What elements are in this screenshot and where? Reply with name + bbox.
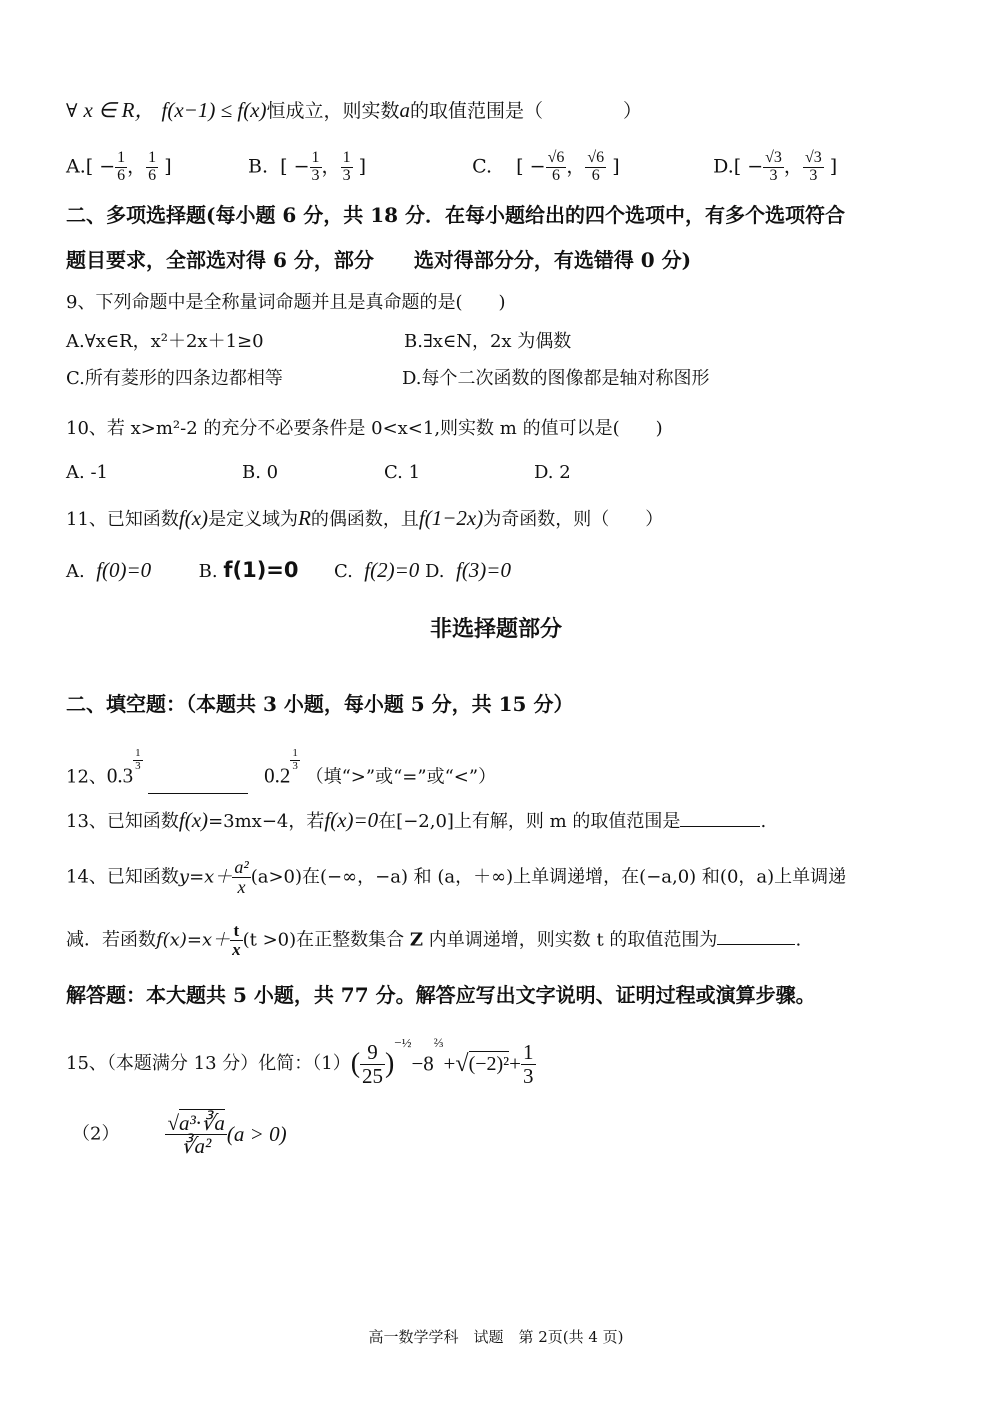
q11-option-b-label: B. <box>198 561 218 582</box>
option-a-num2: 1 <box>148 149 157 166</box>
q11-option-a: f(0)=0 <box>96 558 152 582</box>
option-b-comma: ， <box>321 155 341 178</box>
q11-fx: f(x) <box>178 506 209 530</box>
q12-b-base: 0.2 <box>264 763 291 788</box>
inequality: f(x−1) ≤ f(x) <box>161 98 267 122</box>
q9-option-b: B.∃x∈N，2x 为偶数 <box>404 331 572 352</box>
option-c-den1: 6 <box>551 166 560 184</box>
option-b-den1: 3 <box>311 166 320 184</box>
q15-plus1: + <box>443 1051 456 1076</box>
q14-text4: (t >0)在正整数集合 <box>242 929 405 951</box>
condition: x ∈ R， <box>83 98 156 122</box>
option-b-label: B. <box>248 155 269 178</box>
q13-fx: f(x) <box>178 808 209 832</box>
q13 <box>66 810 766 831</box>
option-d-den2: 3 <box>809 166 818 184</box>
q14-text1: 14、已知函数 <box>66 866 179 888</box>
option-b-num1: 1 <box>311 149 320 166</box>
q15-sqrt-content: (−2)² <box>468 1053 510 1075</box>
option-d-minus: − <box>747 155 764 178</box>
option-a-den2: 6 <box>148 166 157 184</box>
q14-text5: 内单调递增，则实数 t 的取值范围为 <box>428 929 718 951</box>
q8-stem-continuation <box>66 100 642 121</box>
q14-line2 <box>66 922 801 959</box>
q14-y: y=x＋ <box>178 866 233 888</box>
option-a-comma: ， <box>127 155 147 178</box>
option-d-num1: √3 <box>765 149 782 166</box>
option-c-rbracket: ] <box>612 155 620 178</box>
option-b-num2: 1 <box>342 149 351 166</box>
option-c-label: C. <box>472 155 492 178</box>
option-a-rbracket: ] <box>164 155 172 178</box>
q10-option-a: A. -1 <box>66 462 108 483</box>
q11-option-d-label: D. <box>425 561 445 582</box>
q10-option-c: C. 1 <box>384 462 421 483</box>
option-d-label: D. <box>713 155 734 178</box>
q14-answer-blank[interactable] <box>717 944 795 945</box>
q10-option-b: B. 0 <box>242 462 279 483</box>
stem-text: 恒成立，则实数 <box>266 100 400 122</box>
q9-option-d: D.每个二次函数的图像都是轴对称图形 <box>402 368 710 389</box>
q15-part2-num: √a³·∛a <box>167 1111 225 1135</box>
stem-close: ） <box>623 100 643 122</box>
q11-text4: 为奇函数，则（ ） <box>483 509 664 530</box>
q15-part2-den: ∛a² <box>181 1134 212 1159</box>
option-a-minus: − <box>99 155 116 178</box>
option-a-lbracket: [ <box>85 155 94 178</box>
q14-frac-num: a² <box>234 857 249 877</box>
option-a-num1: 1 <box>117 149 126 166</box>
q11-option-c: f(2)=0 <box>364 558 420 582</box>
q15-exp2: ⅔ <box>433 1035 444 1050</box>
option-d-den1: 3 <box>769 166 778 184</box>
q11-option-a-label: A. <box>66 561 85 582</box>
q14-fx: f(x)=x＋ <box>156 929 231 951</box>
part2-title: 非选择题部分 <box>429 616 562 642</box>
q12-a-exp-num: 1 <box>135 747 141 759</box>
q10-stem: 10、若 x>m²-2 的充分不必要条件是 0<x<1,则实数 m 的值可以是( ) <box>66 418 663 439</box>
stem-tail: 的取值范围是（ <box>410 100 544 122</box>
q12-label: 12、 <box>66 766 107 788</box>
q15-part2-num-text: a³·∛a <box>178 1111 225 1135</box>
q15-minus8: −8 <box>411 1051 434 1076</box>
q15-frac-den: 25 <box>362 1063 384 1088</box>
q9-stem: 9、下列命题中是全称量词命题并且是真命题的是( ) <box>66 292 506 313</box>
q14-text3: 减．若函数 <box>66 929 156 951</box>
q13-text1: 13、已知函数 <box>66 811 179 832</box>
section3-heading: 二、填空题：（本题共 3 小题，每小题 5 分，共 15 分） <box>66 692 574 716</box>
option-c-den2: 6 <box>591 166 600 184</box>
option-c-lbracket: [ <box>516 155 524 178</box>
forall-symbol: ∀ <box>66 100 84 122</box>
q13-fx-eq0: f(x)=0 <box>324 808 379 832</box>
q14-t-den: x <box>232 939 241 959</box>
q10-option-d: D. 2 <box>534 462 571 483</box>
q15-exp1: −½ <box>394 1035 412 1050</box>
q13-text3: 在[−2,0]上有解，则 m 的取值范围是 <box>378 811 681 832</box>
option-b-rbracket: ] <box>358 155 367 178</box>
section2-heading-line2: 题目要求，全部选对得 6 分，部分 选对得部分分，有选错得 0 分) <box>66 248 692 272</box>
option-d-rbracket: ] <box>829 155 838 178</box>
q11-R: R <box>298 506 311 530</box>
option-c <box>472 150 707 185</box>
q15-frac2-den: 3 <box>523 1063 534 1088</box>
variable-a: a <box>399 98 411 122</box>
option-a <box>66 150 242 185</box>
q11-text1: 11、已知函数 <box>66 509 179 530</box>
q14-line1 <box>66 858 846 897</box>
page-footer: 高一数学学科 试题 第 2页(共 4 页) <box>368 1328 624 1346</box>
q14-text2: (a>0)在(−∞，−a) 和 (a，＋∞)上单调递增，在(−a,0) 和(0，a)上单调递 <box>250 866 847 888</box>
q9-option-a: A.∀x∈R，x²＋2x＋1≥0 <box>66 331 264 352</box>
option-a-den1: 6 <box>117 166 126 184</box>
option-d-num2: √3 <box>804 149 822 166</box>
q12-b-exp-den: 3 <box>292 759 298 772</box>
q12-b-exp-num: 1 <box>292 747 298 759</box>
q15-part2-label: （2） <box>72 1123 120 1145</box>
option-d-lbracket: [ <box>733 155 742 178</box>
q14-t-num: t <box>230 922 243 941</box>
q8-options <box>66 150 837 185</box>
option-b-minus: − <box>293 155 310 178</box>
option-d <box>713 150 837 185</box>
q13-end: . <box>760 811 767 832</box>
q15-text: 15、（本题满分 13 分）化简：（1） <box>66 1053 351 1074</box>
q14-Z: Z <box>409 929 424 951</box>
section4-heading: 解答题：本大题共 5 小题，共 77 分。解答应写出文字说明、证明过程或演算步骤。 <box>66 983 816 1007</box>
q14-frac-den: x <box>237 876 246 897</box>
option-d-comma: ， <box>783 155 803 178</box>
q15-part1: 15、（本题满分 13 分）化简：（1）( $\frac{9}{25}$ )$^{-\frac{1}{2}}-8^{\frac{2}{3}}+√(-2)^2+$ $\frac{1}{3}$ <box>66 1035 534 1088</box>
option-b-den2: 3 <box>342 166 351 184</box>
q11-option-d: f(3)=0 <box>455 558 511 582</box>
q11-text2: 是定义域为 <box>208 509 299 530</box>
option-c-comma: ， <box>566 155 586 178</box>
q11-text3: 的偶函数，且 <box>310 509 419 530</box>
q11-option-b: f(1)=0 <box>223 558 299 582</box>
option-a-label: A. <box>66 155 86 178</box>
q12-a-exp-den: 3 <box>135 759 141 772</box>
q12-answer-blank[interactable] <box>148 793 248 794</box>
q13-answer-blank[interactable] <box>680 826 760 827</box>
q12-a-base: 0.3 <box>106 763 134 788</box>
q14-end: . <box>795 929 802 951</box>
q9-option-c: C.所有菱形的四条边都相等 <box>66 368 283 389</box>
option-c-minus: − <box>529 155 546 178</box>
q15-frac2-num: 1 <box>523 1040 534 1065</box>
q11-option-c-label: C. <box>333 561 353 582</box>
option-b-lbracket: [ <box>280 155 288 178</box>
q15-frac-num: 9 <box>360 1041 385 1064</box>
q12-hint: （填“>”或“=”或“<”） <box>305 766 497 788</box>
q15-plus2: + <box>509 1051 522 1076</box>
q15-part2-condition: (a > 0) <box>226 1122 287 1147</box>
q12 <box>66 748 496 787</box>
option-c-num1: √6 <box>547 149 565 166</box>
q11-f1-2x: f(1−2x) <box>418 506 484 530</box>
q11-stem <box>66 508 663 529</box>
option-c-num2: √6 <box>587 149 605 166</box>
section2-heading-line1: 二、多项选择题(每小题 6 分，共 18 分．在每小题给出的四个选项中，有多个选项符合 <box>66 203 846 227</box>
option-b <box>248 150 466 185</box>
q13-text2: =3mx−4，若 <box>208 811 325 832</box>
q11-options <box>66 560 511 581</box>
q15-part2 <box>72 1112 287 1157</box>
